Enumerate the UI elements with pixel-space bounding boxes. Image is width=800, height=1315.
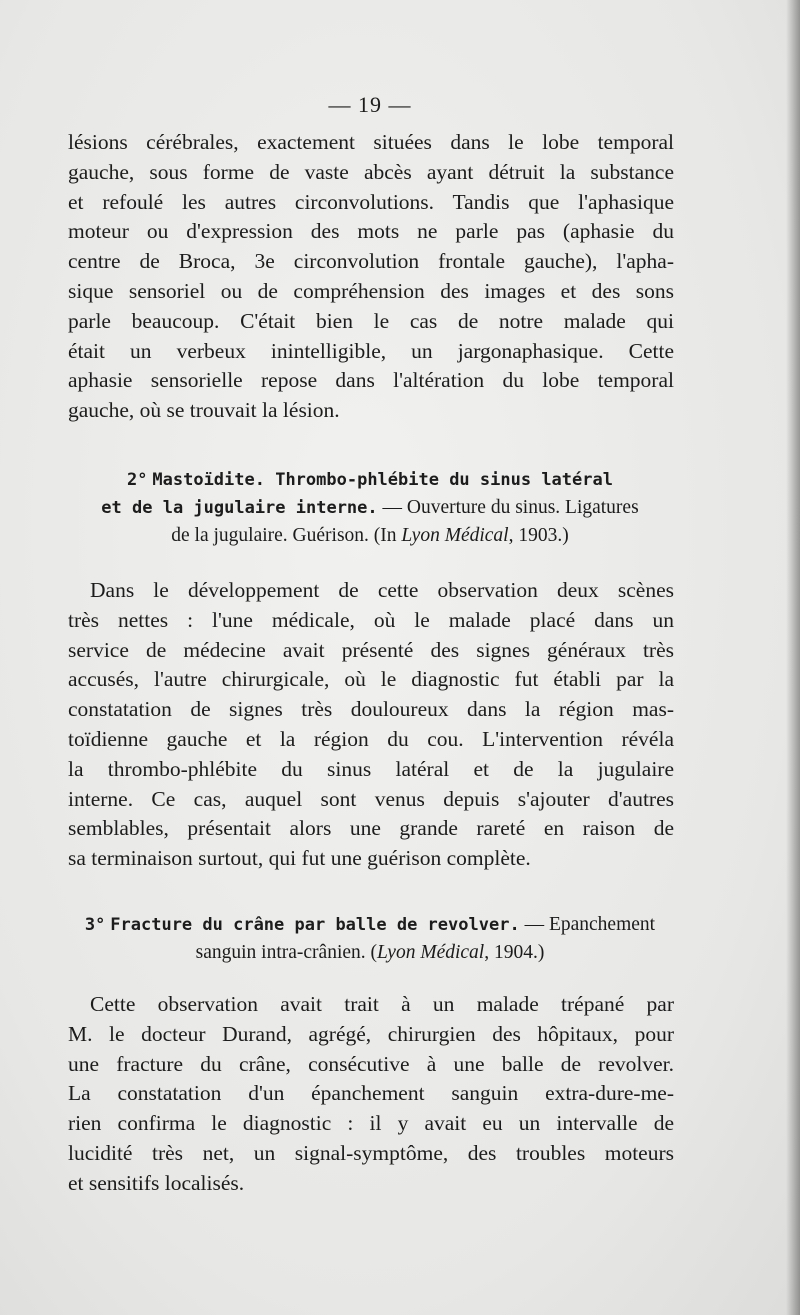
text-line: centre de Broca, 3e circonvolution frontale gauche), l'apha- — [68, 249, 674, 274]
text-line: rien confirma le diagnostic : il y avait eu un intervalle de — [68, 1111, 674, 1136]
journal-title: Lyon Médical — [401, 525, 509, 546]
text-line: service de médecine avait présenté des signes généraux très — [68, 637, 674, 662]
text-line: gauche, sous forme de vaste abcès ayant détruit la substance — [68, 159, 674, 184]
text-line: accusés, l'autre chirurgicale, où le diagnostic fut établi par la — [68, 667, 674, 692]
heading-title-bold: Mastoïdite. Thrombo-phlébite du sinus latéral — [152, 470, 613, 490]
text-line: interne. Ce cas, auquel sont venus depuis s'ajouter d'autres — [68, 786, 674, 811]
text-line: semblables, présentait alors une grande rareté en raison de — [68, 816, 674, 841]
heading-text: — Epanchement — [519, 914, 656, 935]
page-number: — 19 — — [328, 92, 412, 117]
text-line: sique sensoriel ou de compréhension des images et des sons — [68, 278, 674, 303]
page-edge-shadow — [786, 0, 800, 1315]
text-line: La constatation d'un épanchement sanguin extra-dure-me- — [68, 1081, 674, 1106]
heading-number: 2° — [127, 470, 148, 490]
heading-text: , 1903.) — [508, 525, 569, 546]
text-line: Cette observation avait trait à un malade trépané par — [90, 992, 674, 1016]
paragraph-mastoiditis — [68, 576, 674, 874]
text-line: constatation de signes très douloureux dans la région mas- — [68, 697, 674, 722]
paragraph-aphasia — [68, 128, 674, 426]
text-line: et sensitifs localisés. — [68, 1170, 245, 1195]
text-line: Dans le développement de cette observation deux scènes — [90, 578, 674, 602]
text-line: une fracture du crâne, consécutive à une balle de revolver. — [68, 1051, 674, 1076]
heading-number: 3° — [84, 915, 106, 935]
text-line: toïdienne gauche et la région du cou. L'intervention révéla — [68, 726, 674, 751]
heading-line — [60, 494, 680, 522]
heading-text: sanguin intra-crânien. ( — [195, 942, 378, 963]
text-line: la thrombo-phlébite du sinus latéral et de la jugulaire — [68, 756, 674, 781]
heading-line — [60, 911, 680, 939]
text-line: parle beaucoup. C'était bien le cas de notre malade qui — [68, 308, 674, 333]
text-line: très nettes : l'une médicale, où le malade placé dans un — [68, 607, 674, 632]
heading-line — [60, 466, 680, 494]
heading-title-bold: et de la jugulaire interne. — [101, 498, 378, 518]
heading-line — [60, 939, 680, 967]
section-heading-skull-fracture — [60, 911, 680, 967]
text-line: et refoulé les autres circonvolutions. Tandis que l'aphasique — [68, 189, 674, 214]
text-line: moteur ou d'expression des mots ne parle pas (aphasie du — [68, 219, 674, 244]
text-line: gauche, où se trouvait la lésion. — [68, 398, 340, 423]
text-line: lucidité très net, un signal-symptôme, des troubles moteurs — [68, 1140, 674, 1165]
heading-text: — Ouverture du sinus. Ligatures — [377, 497, 639, 518]
text-line: M. le docteur Durand, agrégé, chirurgien des hôpitaux, pour — [68, 1021, 674, 1046]
heading-text: de la jugulaire. Guérison. (In — [171, 525, 402, 546]
heading-title-bold: Fracture du crâne par balle de revolver. — [110, 915, 520, 935]
section-heading-mastoiditis — [60, 466, 680, 550]
text-line: aphasie sensorielle repose dans l'altération du lobe temporal — [68, 368, 674, 393]
text-line: était un verbeux inintelligible, un jargonaphasique. Cette — [68, 338, 674, 363]
text-line: sa terminaison surtout, qui fut une guérison complète. — [68, 846, 531, 871]
journal-title: Lyon Médical — [377, 942, 485, 963]
heading-text: , 1904.) — [484, 942, 545, 963]
text-line: lésions cérébrales, exactement situées dans le lobe temporal — [68, 130, 674, 154]
paragraph-skull-fracture — [68, 990, 674, 1199]
heading-line — [60, 522, 680, 550]
